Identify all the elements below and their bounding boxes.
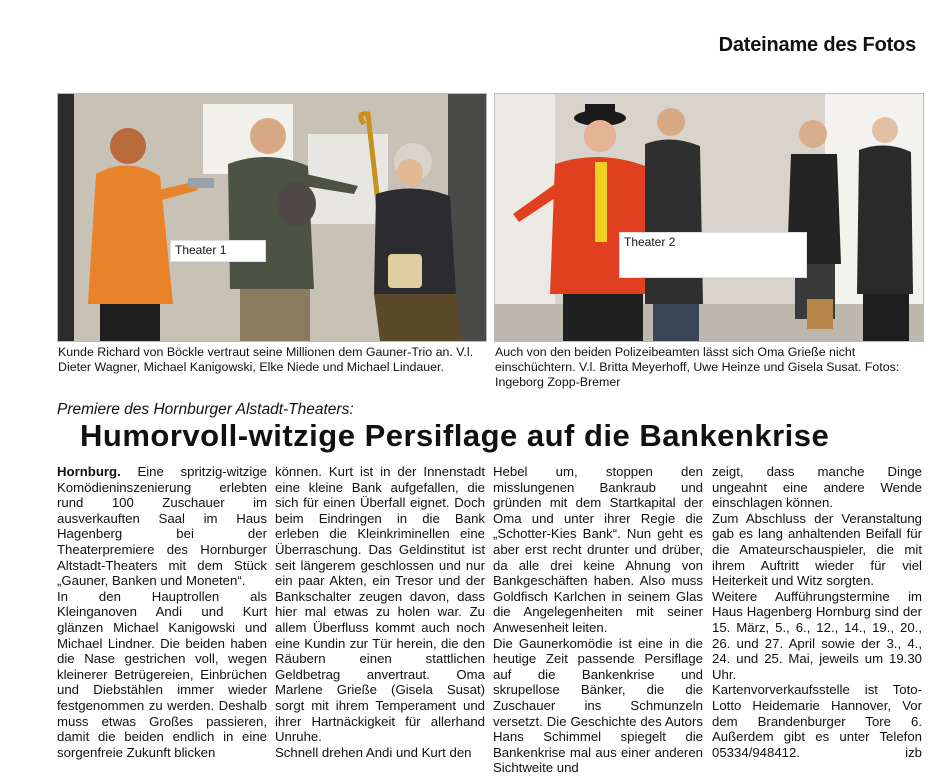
theater-photo-1 [57,93,487,342]
photo-placeholder-label-2: Theater 2 [619,232,807,278]
author-initials: izb [905,744,922,760]
article-column-2 [275,464,485,760]
photo-caption-1: Kunde Richard von Böckle vertraut seine Millionen dem Gauner-Trio an. V.l. Dieter Wagner, Michael Kanigowski, Elke Niede und Michael Lindauer. [58,345,474,374]
article-paragraph: Hebel um, stoppen den misslungenen Bankraub und gründen mit dem Startkapital der Oma und unter ihrer Regie die „Schotter-Kies Bank“. Nun geht es aber erst recht drunter und drüber, da alle drei keine Ahnung von Bankgeschäften haben. Also muss Goldfisch Karlchen in seinem Glas die Angelegenheiten mit seiner Anwesenheit leiten. [493,464,703,635]
article-column-4 [712,464,922,760]
article-paragraph: Die Gaunerkomödie ist eine in die heutige Zeit passende Persiflage auf die Bankenkrise und skrupellose Bänker, die die Zuschauer ins Schmunzeln versetzt. Die Geschichte des Autors Hans Schimmel spiegelt die Bankenkrise mal aus einer anderen Sichtweite und [493,635,703,776]
article-column-3 [493,464,703,776]
photo-filename-label: Dateiname des Fotos [718,34,916,56]
photo-placeholder-label-1: Theater 1 [170,240,266,262]
article-paragraph: Zum Abschluss der Veranstaltung gab es lang anhaltenden Beifall für die Amateurschauspieler, die mit ihrem Auftritt wieder für viel Heiterkeit und Witz sorgten. [712,510,922,589]
article-paragraph [57,464,267,589]
article-dateline: Hornburg. [57,464,121,479]
article-paragraph: zeigt, dass manche Dinge ungeahnt eine andere Wende einschlagen können. [712,464,922,511]
article-paragraph: Weitere Aufführungstermine im Haus Hagenberg Hornburg sind der 15. März, 5., 6., 12., 14., 19., 20., 26. und 27. April sowie der 3., 4., 24. und 25. Mai, jeweils um 19.30 Uhr. [712,588,922,682]
article-column-1 [57,464,267,760]
paragraph-text: Kartenvorverkaufsstelle ist Toto-Lotto Heidemarie Hannover, Vor dem Brandenburger Tore 6. Außerdem gibt es unter Telefon 05334/948412. [712,682,922,760]
theater-photo-2 [494,93,924,342]
paragraph-text: Eine spritzig-witzige Komödieninszenierung erlebten rund 100 Zuschauer im ausverkauften Saal im Haus Hagenberg bei der Theaterpremiere des Hornburger Altstadt-Theaters mit dem Stück „Gauner, Banken und Moneten“. [57,464,267,589]
stage-scene-1-illustration [58,94,486,341]
photo-caption-2: Auch von den beiden Polizeibeamten lässt sich Oma Grieße nicht einschüchtern. V.l. Britta Meyerhoff, Uwe Heinze und Gisela Susat. Fotos: Ingeborg Zopp-Bremer [495,345,900,389]
article-paragraph: können. Kurt ist in der Innenstadt eine kleine Bank aufgefallen, die sich für einen Überfall eignet. Doch beim Eindringen in die Bank erleben die Kleinkriminellen eine Überraschung. Das Geldinstitut ist seit längerem geschlossen und nur ein paar Akten, ein Tresor und der Bankschalter zeugen davon, dass hier mal etwas zu holen war. Zu allem Überfluss kommt auch noch eine Kundin zur Tür herein, die den Räubern einen stattlichen Geldbetrag anvertraut. Oma Marlene Grieße (Gisela Susat) sorgt mit ihrem Temperament und ihrer Hartnäckigkeit für allerhand Unruhe. [275,464,485,745]
article-paragraph [712,682,922,760]
article-kicker: Premiere des Hornburger Alstadt-Theaters: [57,401,354,418]
article-paragraph: Schnell drehen Andi und Kurt den [275,744,472,760]
stage-scene-2-illustration [495,94,923,341]
article-paragraph: In den Hauptrollen als Kleinganoven Andi und Kurt glänzen Michael Kanigowski und Michael Lindner. Die beiden haben die Nase gestrichen voll, wegen kleinerer Betrügereien, Einbrüchen und Diebstählen immer wieder festgenommen zu werden. Deshalb muss etwas Großes passieren, damit die beiden endlich in eine sorgenfreie Zukunft blicken [57,588,267,760]
article-headline: Humorvoll-witzige Persiflage auf die Bankenkrise [80,418,830,453]
